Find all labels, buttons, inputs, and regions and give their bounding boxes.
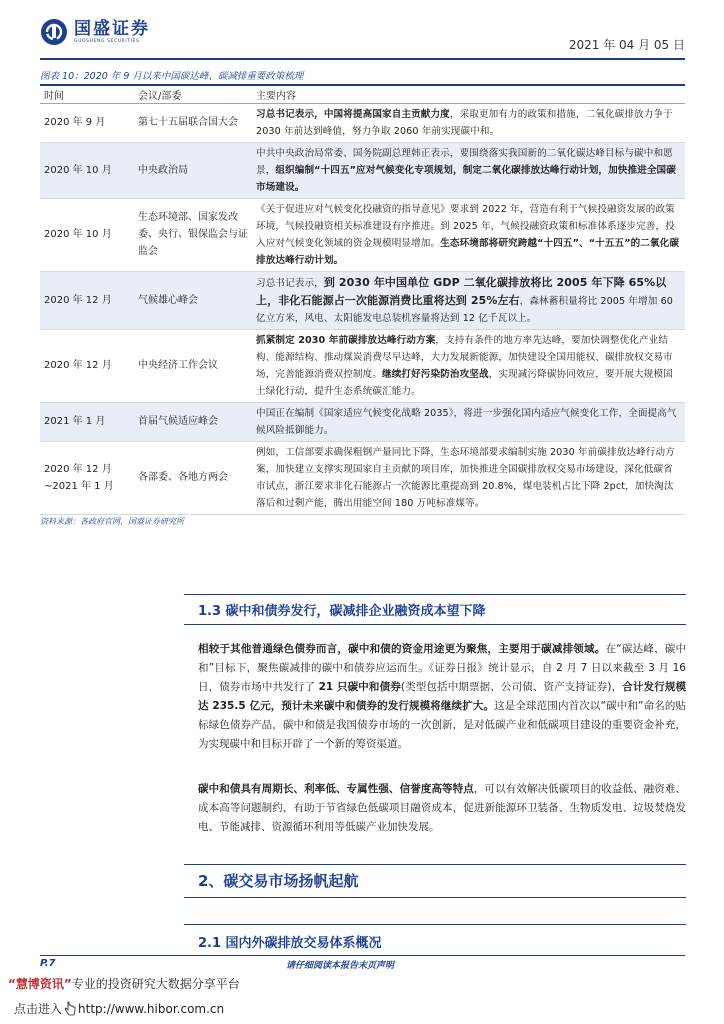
- section-2-title: 2、碳交易市场扬帆起航: [198, 872, 359, 890]
- bold-text-run: 生态环境部将研究跨越“十四五”、“十五五”的二氧化碳排放达峰行动计划。: [256, 237, 680, 266]
- section-rule: [184, 924, 686, 925]
- page-number: P.7: [40, 958, 56, 969]
- watermark-line-1: [8, 975, 240, 992]
- figure-source: 资料来源：各政府官网，国盛证券研究所: [40, 517, 184, 526]
- bold-text-run: 继续打好污染防治攻坚战: [382, 368, 489, 380]
- paragraph-green-bond-focus: [198, 640, 686, 754]
- text-run: (类型包括中期票据、公司债、资产支持证券)，: [400, 681, 623, 693]
- cell-time: 2020 年 10 月: [40, 142, 134, 198]
- cell-content: [252, 198, 685, 271]
- bold-text-run: 组织编制“十四五”应对气候变化专项规划，制定二氧化碳排放达峰行动计划，加快推进全国碳市场建设。: [256, 164, 676, 193]
- bold-text-run: 抓紧制定 2030 年前碳排放达峰行动方案: [256, 334, 436, 346]
- table-row: [40, 441, 685, 514]
- watermark-brand: “慧博资讯”: [8, 977, 72, 991]
- watermark-line-2: [14, 1000, 224, 1017]
- bold-text-run: 21 只碳中和债券: [318, 681, 401, 693]
- cell-org: 首届气候适应峰会: [134, 402, 252, 441]
- text-run: 《关于促进应对气候变化投融资的指导意见》要求到 2022 年，营造有利于气候投融资发展的政策环境，气候投融资相关标准建设有序推进。到 2025 年，气候投融资政策和标准体系逐步完善，投入应对气候变化领域的资金规模明显增加。: [256, 203, 675, 249]
- text-run: 在“碳达峰、碳中和”目标下，聚焦碳减排的碳中和债券应运而生。《证券日报》统计显示，自 2 月 7 日以来截至 3 月 16 日，债券市场中共发行了: [198, 643, 686, 693]
- footer-divider: [40, 955, 685, 956]
- bold-text-run: 相较于其他普通绿色债券而言，碳中和债的资金用途更为聚焦，主要用于碳减排领域。: [198, 643, 606, 655]
- brand-logo: [40, 18, 150, 46]
- cell-org: 中央政治局: [134, 142, 252, 198]
- text-run: ，可以有效解决低碳项目的收益低、融资难、成本高等问题制约，有助于节省绿色低碳项目融资成本，促进新能源环卫装备、生物质发电、垃圾焚烧发电、节能减排、资源循环利用等低碳产业加快发展。: [198, 783, 687, 833]
- text-run: ，森林蓄积量将比 2005 年增加 60 亿立方米，风电、太阳能发电总装机容量将达到 12 亿千瓦以上。: [256, 295, 673, 324]
- policy-table: [40, 84, 685, 515]
- column-header-time: 时间: [40, 85, 134, 103]
- cell-org: 第七十五届联合国大会: [134, 103, 252, 142]
- table-row: [40, 271, 685, 329]
- cell-content: [252, 329, 685, 402]
- policy-table-body: [40, 103, 685, 514]
- section-rule: [184, 864, 686, 865]
- text-run: 这是全球范围内首次以“碳中和”命名的贴标绿色债券产品，碳中和债是我国债券市场的一次创新，是对低碳产业和低碳项目建设的重要资金补充，为实现碳中和目标开辟了一个新的筹资渠道。: [198, 700, 686, 750]
- watermark-enter-label: 点击进入: [14, 1002, 63, 1016]
- cell-content: [252, 142, 685, 198]
- text-run: ，支持有条件的地方率先达峰，要加快调整优化产业结构、能源结构、推动煤炭消费尽早达峰，大力发展新能源，加快建设全国用能权、碳排放权交易市场，完善能源消费双控制度。: [256, 334, 673, 380]
- cell-content: [252, 103, 685, 142]
- table-row: [40, 103, 685, 142]
- section-rule: [184, 897, 686, 898]
- section-1-3-title: 1.3 碳中和债券发行，碳减排企业融资成本望下降: [198, 604, 486, 619]
- text-run: ，采取更加有力的政策和措施，二氧化碳排放力争于 2030 年前达到峰值，努力争取 2060 年前实现碳中和。: [256, 108, 673, 137]
- cell-content: [252, 441, 685, 514]
- brand-name-en: GUOSHENG SECURITIES: [74, 39, 140, 44]
- table-header-row: [40, 85, 685, 103]
- bold-text-run: 到 2030 年中国单位 GDP 二氧化碳排放将比 2005 年下降 65%以上，非化石能源占一次能源消费比重将达到 25%左右: [256, 275, 667, 307]
- cell-time: 2020 年 12 月: [40, 271, 134, 329]
- text-run: 例如，工信部要求确保粗钢产量同比下降，生态环境部要求编制实施 2030 年前碳排放达峰行动方案，加快建立支撑实现国家自主贡献的项目库，加快推进全国碳排放权交易市场建设，深化低碳省市试点，浙江要求非化石能源占一次能源比重提高到 20.8%，煤电装机占比下降 2pct，加快淘汰落后和过剩产能，腾出用能空间 180 万吨标准煤等。: [256, 446, 675, 509]
- table-row: [40, 198, 685, 271]
- header-divider: [40, 58, 685, 60]
- footer-disclaimer: 请仔细阅读本报告末页声明: [286, 961, 395, 971]
- paragraph-green-bond-features: [198, 780, 686, 837]
- bold-text-run: 碳中和债具有周期长、利率低、专属性强、信誉度高等特点: [198, 783, 474, 795]
- cell-org: 中央经济工作会议: [134, 329, 252, 402]
- cell-org: 生态环境部、国家发改委、央行、银保监会与证监会: [134, 198, 252, 271]
- text-run: 中国正在编制《国家适应气候变化战略 2035》，将进一步强化国内适应气候变化工作，全面提高气候风险抵御能力。: [256, 407, 677, 436]
- cell-time: 2020 年 12 月~2021 年 1 月: [40, 441, 134, 514]
- column-header-content: 主要内容: [252, 85, 685, 103]
- cursor-hand-icon: [63, 1001, 77, 1017]
- section-rule: [184, 624, 686, 625]
- cell-time: 2020 年 12 月: [40, 329, 134, 402]
- bold-text-run: 习总书记表示，中国将提高国家自主贡献力度: [256, 108, 450, 120]
- table-row: [40, 142, 685, 198]
- cell-time: 2021 年 1 月: [40, 402, 134, 441]
- table-row: [40, 329, 685, 402]
- text-run: 中共中央政治局常委、国务院副总理韩正表示，要围绕落实我国新的二氧化碳达峰目标与碳中和愿景，: [256, 147, 673, 176]
- figure-title: 图表 10：2020 年 9 月以来中国碳达峰、碳减排重要政策梳理: [40, 71, 304, 82]
- brand-name-cn: 国盛证券: [74, 19, 150, 39]
- cell-org: 气候雄心峰会: [134, 271, 252, 329]
- section-rule: [184, 594, 686, 595]
- cell-content: [252, 271, 685, 329]
- text-run: ，实现减污降碳协同效应，要开展大规模国土绿化行动，提升生态系统碳汇能力。: [256, 368, 673, 397]
- column-header-org: 会议/部委: [134, 85, 252, 103]
- bold-text-run: 合计发行规模达 235.5 亿元，预计未来碳中和债券的发行规模将继续扩大。: [198, 681, 686, 712]
- section-2-1-title: 2.1 国内外碳排放交易体系概况: [198, 936, 382, 951]
- watermark-url-link[interactable]: http://www.hibor.com.cn: [78, 1001, 225, 1016]
- report-date: 2021 年 04 月 05 日: [568, 38, 685, 52]
- cell-time: 2020 年 9 月: [40, 103, 134, 142]
- cell-time: 2020 年 10 月: [40, 198, 134, 271]
- page-header: [40, 18, 685, 58]
- cell-org: 各部委、各地方两会: [134, 441, 252, 514]
- cell-content: [252, 402, 685, 441]
- text-run: 习总书记表示，: [256, 277, 324, 289]
- watermark-tagline: 专业的投资研究大数据分享平台: [71, 977, 240, 991]
- table-row: [40, 402, 685, 441]
- guosheng-logo-icon: [40, 18, 68, 46]
